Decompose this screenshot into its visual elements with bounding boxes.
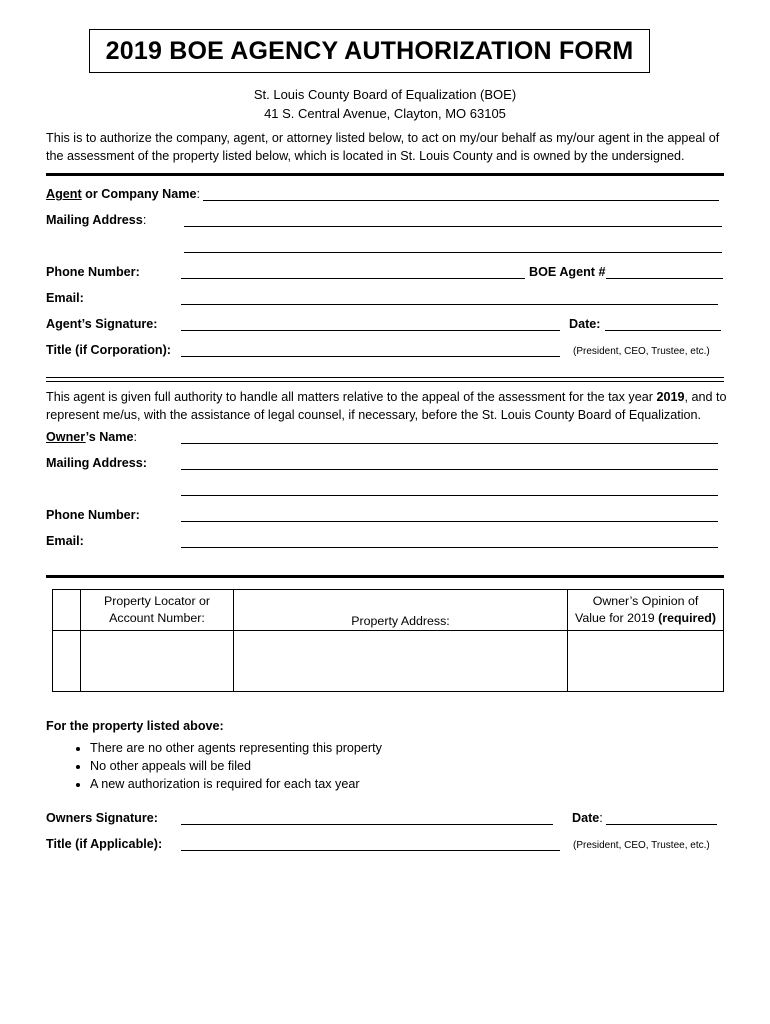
agent-mailing-label: Mailing Address: [46, 213, 147, 227]
agent-title-field[interactable] [181, 356, 560, 357]
property-address-cell[interactable] [234, 631, 568, 692]
header-property-locator: Property Locator or Account Number: [81, 590, 234, 631]
agent-date-label: Date: [569, 317, 601, 331]
owner-mailing-field-1[interactable] [181, 469, 718, 470]
header-property-address: Property Address: [234, 590, 568, 631]
agent-title-label: Title (if Corporation): [46, 343, 171, 357]
owner-title-label: Title (if Applicable): [46, 837, 163, 851]
agent-signature-field[interactable] [181, 330, 560, 331]
conditions-list [70, 739, 382, 793]
section-divider [46, 575, 724, 578]
row-number-cell [53, 631, 81, 692]
header-owner-opinion: Owner’s Opinion of Value for 2019 (required) [568, 590, 724, 631]
owner-signature-label: Owners Signature: [46, 811, 158, 825]
property-locator-cell[interactable] [81, 631, 234, 692]
owner-name-field[interactable] [181, 443, 718, 444]
owner-phone-field[interactable] [181, 521, 718, 522]
owner-mailing-field-2[interactable] [181, 495, 718, 496]
board-name: St. Louis County Board of Equalization (BOE) [253, 87, 517, 102]
agent-mailing-field-2[interactable] [184, 252, 722, 253]
owner-signature-field[interactable] [181, 824, 553, 825]
agent-title-hint: (President, CEO, Trustee, etc.) [573, 346, 710, 357]
form-title: 2019 BOE AGENCY AUTHORIZATION FORM [89, 29, 650, 73]
agent-date-field[interactable] [605, 330, 721, 331]
agent-name-label: Agent or Company Name: [46, 187, 200, 201]
section-divider [46, 173, 724, 176]
agent-phone-label: Phone Number: [46, 265, 140, 279]
agent-mailing-field-1[interactable] [184, 226, 722, 227]
agent-email-field[interactable] [181, 304, 718, 305]
agent-signature-label: Agent’s Signature: [46, 317, 158, 331]
authority-paragraph: This agent is given full authority to handle all matters relative to the appeal of the assessment for the tax year 2019, and to represent me/us, with the assistance of legal counsel, if necessary, before the St. Louis County Board of Equalization. [46, 390, 727, 422]
conditions-heading: For the property listed above: [46, 719, 224, 733]
owner-email-label: Email: [46, 534, 84, 548]
agent-name-field[interactable] [203, 200, 719, 201]
owner-date-field[interactable] [606, 824, 717, 825]
owner-title-field[interactable] [181, 850, 560, 851]
board-address: 41 S. Central Avenue, Clayton, MO 63105 [264, 106, 506, 121]
boe-agent-label: BOE Agent # [529, 265, 606, 279]
table-corner-cell [53, 590, 81, 631]
intro-paragraph: This is to authorize the company, agent, or attorney listed below, to act on my/our behalf as my/our agent in the appeal of the assessment of the property listed below, which is located in St. Louis County and is owned by the undersigned. [46, 131, 720, 163]
owner-mailing-label: Mailing Address: [46, 456, 147, 470]
owner-date-label: Date: [572, 811, 603, 825]
owner-opinion-cell[interactable] [568, 631, 724, 692]
property-table [52, 589, 724, 692]
agent-phone-field[interactable] [181, 278, 525, 279]
agent-email-label: Email: [46, 291, 84, 305]
owner-email-field[interactable] [181, 547, 718, 548]
list-item: • A new authorization is required for each tax year [90, 775, 382, 793]
owner-phone-label: Phone Number: [46, 508, 140, 522]
section-divider [46, 377, 724, 382]
table-row [53, 631, 724, 692]
list-item: • No other appeals will be filed [90, 757, 382, 775]
owner-name-label: Owner’s Name: [46, 430, 138, 444]
owner-title-hint: (President, CEO, Trustee, etc.) [573, 840, 710, 851]
list-item: • There are no other agents representing this property [90, 739, 382, 757]
boe-agent-field[interactable] [606, 278, 723, 279]
